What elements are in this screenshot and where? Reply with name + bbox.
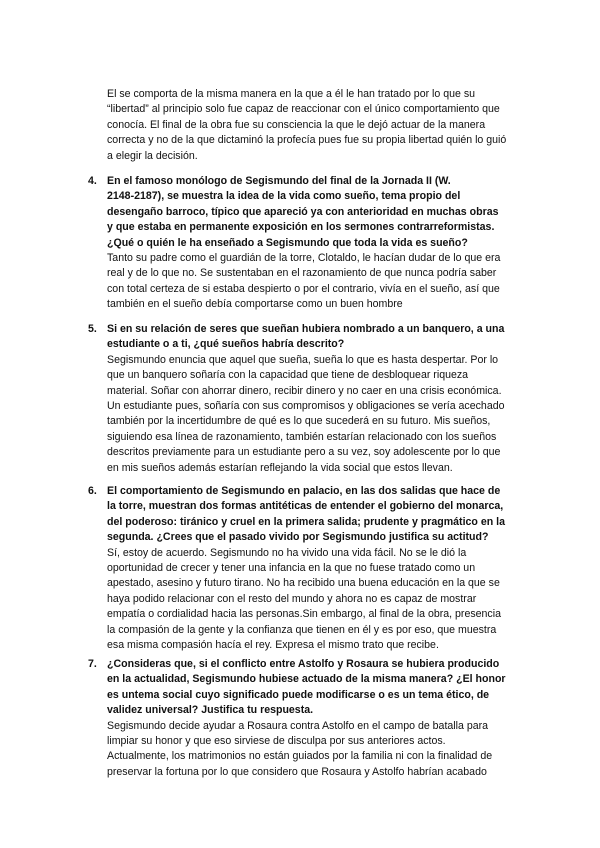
- item-number: 4.: [88, 175, 97, 187]
- list-item-7: [88, 657, 528, 780]
- intro-paragraph: El se comporta de la misma manera en la que a él le han tratado por lo que su “libertad” al principio solo fue capaz de reaccionar con el único comportamiento que conocía. El final de la obra fue su consciencia la que le dejó actuar de la manera correcta y no de la que dictaminó la profecía pues fue su propia libertad quién lo guió a elegir la decisión.: [107, 88, 507, 162]
- answer-text: Tanto su padre como el guardián de la torre, Clotaldo, le hacían dudar de lo que era real y de lo que no. Se sustentaban en el razonamiento de que nunca podría saber con total certeza de si estaba despierto o por el contrario, vivía en el sueño, así que también en el sueño debía comportarse como un buen hombre: [107, 252, 501, 311]
- item-number: 7.: [88, 658, 97, 670]
- answer-text: Segismundo enuncia que aquel que sueña, sueña lo que es hasta despertar. Por lo que un banquero soñaría con la capacidad que tiene de desbloquear riqueza material. Soñar con ahorrar dinero, recibir dinero y no caer en una crisis económica. Un estudiante pues, soñaría con sus compromisos y obligaciones se vería acechado también por la incertidumbre de qué es lo que sucederá en su futuro. Mis sueños, siguiendo esa línea de razonamiento, también estarían relacionado con los sueños descritos previamente para un estudiante pero a su vez, soy adolescente por lo que en mis sueños además estarían reflejando la vida social que estos llevan.: [107, 353, 505, 474]
- answer-text: Segismundo decide ayudar a Rosaura contra Astolfo en el campo de batalla para limpiar su honor y que eso sirviese de disculpa por sus anteriores actos. Actualmente, los matrimonios no están guiados por la familia ni con la finalidad de preservar la fortuna por lo que considero que Rosaura y Astolfo habrían acabado: [107, 719, 493, 778]
- question-text: ¿Consideras que, si el conflicto entre Astolfo y Rosaura se hubiera producido en la actualidad, Segismundo hubiese actuado de la misma manera? ¿El honor es untema social cuyo significado puede modificarse o es un tema ético, de validez universal? Justifica tu respuesta.: [107, 658, 506, 717]
- question-text: El comportamiento de Segismundo en palacio, en las dos salidas que hace de la torre, muestran dos formas antitéticas de entender el gobierno del monarca, del poderoso: tiránico y cruel en la primera salida; prudente y pragmático en la segunda. ¿Crees que el pasado vivido por Segismundo justifica su actitud?: [107, 485, 505, 544]
- item-number: 6.: [88, 485, 97, 497]
- list-item-6: [88, 484, 528, 653]
- question-text: Si en su relación de seres que sueñan hubiera nombrado a un banquero, a una estudiante o a ti, ¿qué sueños habría descrito?: [107, 323, 505, 351]
- list-item-4: [88, 174, 528, 313]
- answer-text: Sí, estoy de acuerdo. Segismundo no ha vivido una vida fácil. No se le dió la oportunidad de crecer y tener una infancia en la que no fuese tratado como un apestado, asesino y futuro tirano. No ha recibido una buena educación en la que se haya podido relacionar con el resto del mundo y ahora no es capaz de mostrar empatía o cordialidad hacia las personas.Sin embargo, al final de la obra, presencia la compasión de la gente y la confianza que tienen en él y es por eso, que muestra esa misma compasión hacía el rey. Expresa el mismo trato que recibe.: [107, 546, 501, 652]
- list-item-5: [88, 322, 528, 476]
- question-text: En el famoso monólogo de Segismundo del final de la Jornada II (W. 2148-2187), se muestra la idea de la vida como sueño, tema propio del desengaño barroco, típico que apareció ya con anterioridad en muchas obras y que estaba en permanente exposición en los sermones contrarreformistas. ¿Qué o quién le ha enseñado a Segismundo que toda la vida es sueño?: [107, 175, 499, 249]
- item-number: 5.: [88, 323, 97, 335]
